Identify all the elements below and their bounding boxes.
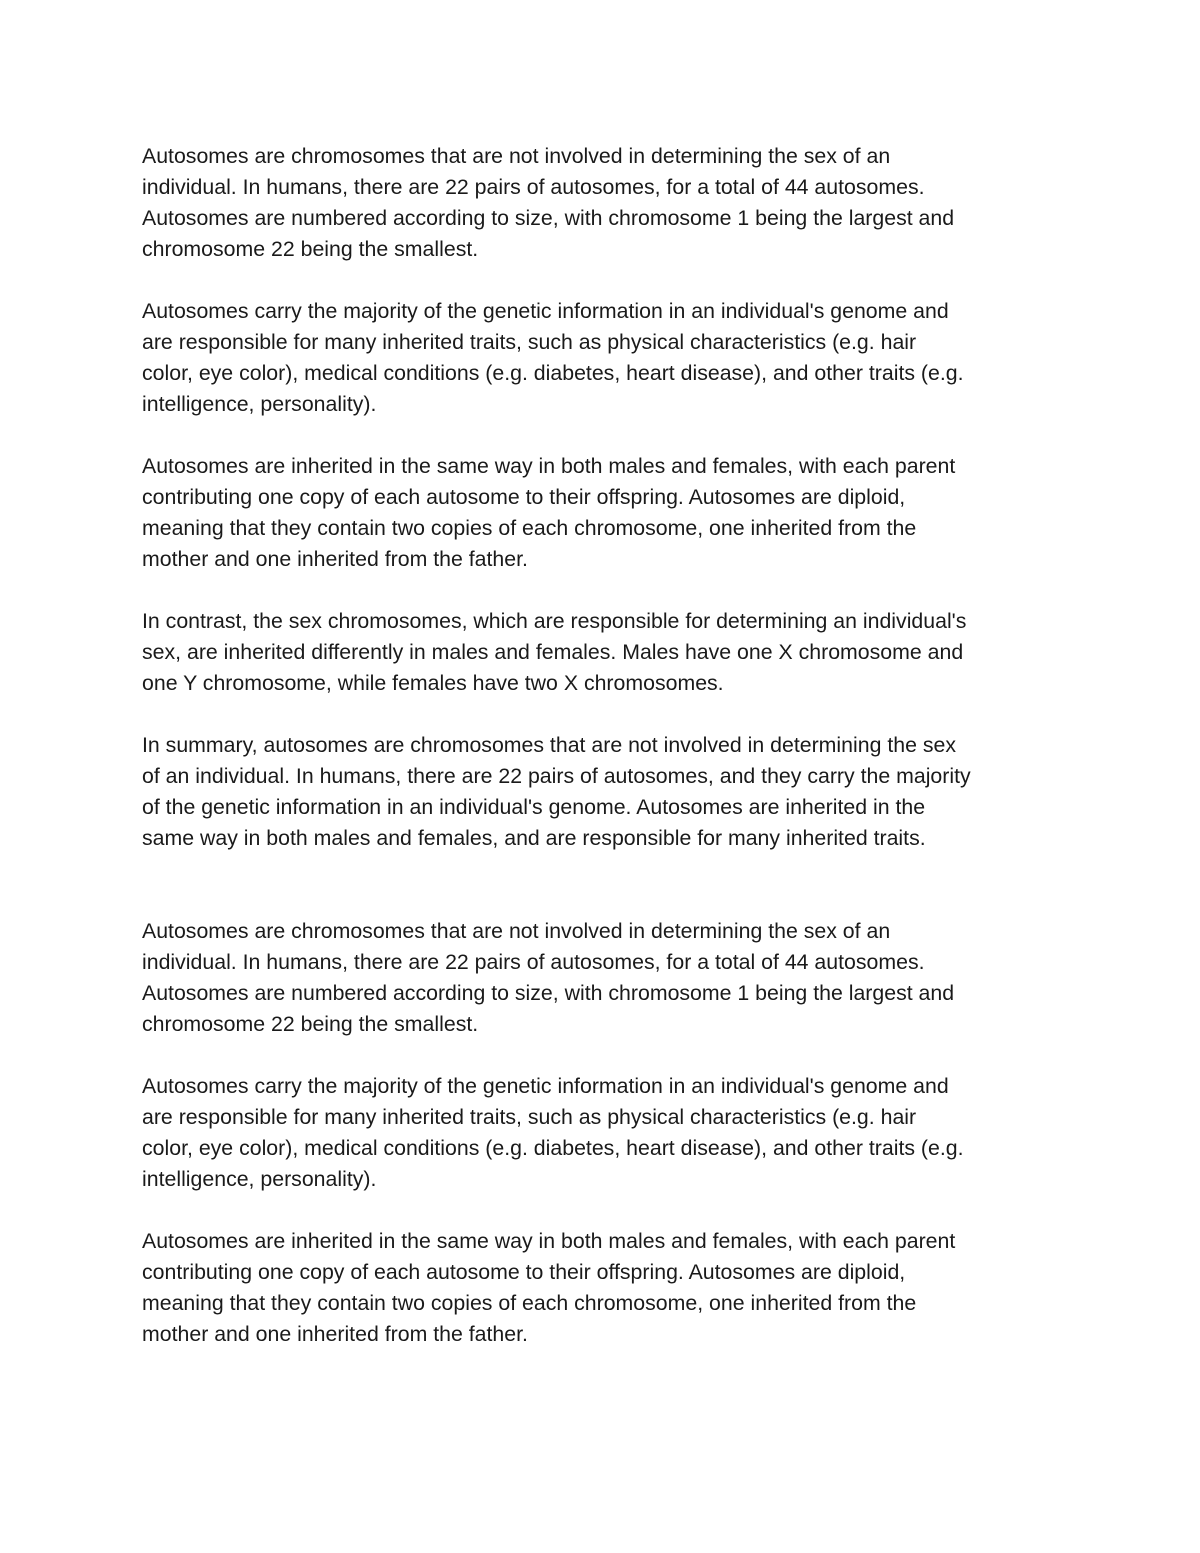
paragraph-line: intelligence, personality).: [142, 392, 377, 416]
paragraph-line: meaning that they contain two copies of each chromosome, one inherited from the: [142, 1291, 917, 1315]
paragraph-line: chromosome 22 being the smallest.: [142, 237, 479, 261]
paragraph-line: In contrast, the sex chromosomes, which are responsible for determining an individual's: [142, 609, 967, 633]
paragraph-line: color, eye color), medical conditions (e.g. diabetes, heart disease), and other traits (e.g.: [142, 361, 964, 385]
paragraph-4: [142, 606, 1072, 699]
paragraph-line: sex, are inherited differently in males and females. Males have one X chromosome and: [142, 640, 964, 664]
document-body: [142, 141, 1072, 1381]
paragraph-7: [142, 1071, 1072, 1195]
paragraph-line: of an individual. In humans, there are 22 pairs of autosomes, and they carry the majority: [142, 764, 971, 788]
paragraph-line: color, eye color), medical conditions (e.g. diabetes, heart disease), and other traits (e.g.: [142, 1136, 964, 1160]
paragraph-1: [142, 141, 1072, 265]
paragraph-6: [142, 916, 1072, 1040]
paragraph-line: individual. In humans, there are 22 pairs of autosomes, for a total of 44 autosomes.: [142, 175, 925, 199]
paragraph-line: contributing one copy of each autosome to their offspring. Autosomes are diploid,: [142, 485, 906, 509]
paragraph-line: one Y chromosome, while females have two X chromosomes.: [142, 671, 724, 695]
paragraph-line: mother and one inherited from the father.: [142, 547, 528, 571]
paragraph-3: [142, 451, 1072, 575]
paragraph-line: Autosomes are inherited in the same way in both males and females, with each parent: [142, 1229, 956, 1253]
paragraph-line: of the genetic information in an individual's genome. Autosomes are inherited in the: [142, 795, 926, 819]
paragraph-line: are responsible for many inherited traits, such as physical characteristics (e.g. hair: [142, 330, 917, 354]
paragraph-line: mother and one inherited from the father.: [142, 1322, 528, 1346]
paragraph-line: Autosomes are chromosomes that are not involved in determining the sex of an: [142, 144, 891, 168]
paragraph-line: contributing one copy of each autosome to their offspring. Autosomes are diploid,: [142, 1260, 906, 1284]
paragraph-line: Autosomes are numbered according to size, with chromosome 1 being the largest and: [142, 206, 955, 230]
paragraph-line: Autosomes are inherited in the same way in both males and females, with each parent: [142, 454, 956, 478]
paragraph-line: meaning that they contain two copies of each chromosome, one inherited from the: [142, 516, 917, 540]
paragraph-line: Autosomes carry the majority of the genetic information in an individual's genome and: [142, 299, 949, 323]
paragraph-line: same way in both males and females, and are responsible for many inherited traits.: [142, 826, 926, 850]
paragraph-line: Autosomes are numbered according to size, with chromosome 1 being the largest and: [142, 981, 955, 1005]
blank-line: [142, 885, 1072, 916]
paragraph-line: intelligence, personality).: [142, 1167, 377, 1191]
paragraph-8: [142, 1226, 1072, 1350]
paragraph-line: are responsible for many inherited traits, such as physical characteristics (e.g. hair: [142, 1105, 917, 1129]
paragraph-2: [142, 296, 1072, 420]
paragraph-line: Autosomes carry the majority of the genetic information in an individual's genome and: [142, 1074, 949, 1098]
paragraph-line: individual. In humans, there are 22 pairs of autosomes, for a total of 44 autosomes.: [142, 950, 925, 974]
paragraph-line: In summary, autosomes are chromosomes that are not involved in determining the sex: [142, 733, 957, 757]
paragraph-line: chromosome 22 being the smallest.: [142, 1012, 479, 1036]
paragraph-5: [142, 730, 1072, 854]
paragraph-line: Autosomes are chromosomes that are not involved in determining the sex of an: [142, 919, 891, 943]
